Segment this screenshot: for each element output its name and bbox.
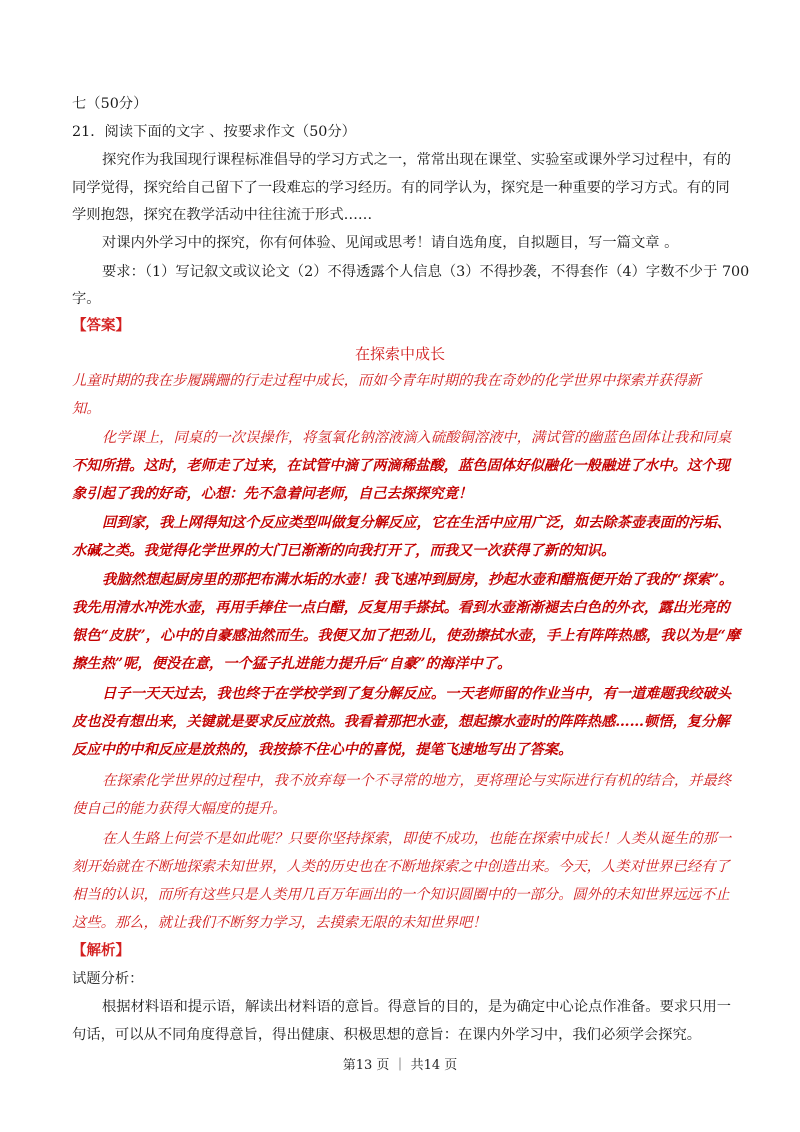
essay-line: 在人生路上何尝不是如此呢？只要你坚持探索，即使不成功，也能在探索中成长！人类从诞生的那一 [102, 831, 732, 847]
essay-line: 象引起了我的好奇，心想：先不急着问老师，自己去探探究竟！ [72, 486, 473, 502]
question-prompt-heading: 21．阅读下面的文字 、按要求作文（50分） [72, 124, 356, 140]
essay-line: 刻开始就在不断地探索未知世界，人类的历史也在不断地探索之中创造出来。今天，人类对世界已经有了 [72, 859, 730, 875]
essay-line: 皮也没有想出来，关键就是要求反应放热。我看着那把水壶，想起擦水壶时的阵阵热感……顿悟，复分解 [72, 714, 730, 730]
essay-line: 化学课上，同桌的一次误操作，将氢氧化钠溶液滴入硫酸铜溶液中，满试管的幽蓝色固体让我和同桌 [102, 430, 732, 446]
essay-line: 知。 [72, 401, 101, 417]
essay-line: 反应中的中和反应是放热的，我按捺不住心中的喜悦，提笔飞速地写出了答案。 [72, 742, 573, 758]
material-line: 学则抱怨，探究在教学活动中往往流于形式…… [72, 207, 373, 223]
essay-line: 我脑然想起厨房里的那把布满水垢的水壶！我飞速冲到厨房，抄起水壶和醋瓶便开始了我的“探索”。 [102, 572, 734, 588]
analysis-line: 根据材料语和提示语，解读出材料语的意旨。得意旨的目的，是为确定中心论点作准备。要求只用一 [102, 999, 732, 1015]
essay-line: 银色“皮肤”，心中的自豪感油然而生。我便又加了把劲儿，使劲擦拭水壶，手上有阵阵热感，我以为是“摩 [72, 628, 741, 644]
essay-line: 使自己的能力获得大幅度的提升。 [72, 801, 287, 817]
essay-line: 日子一天天过去，我也终于在学校学到了复分解反应。一天老师留的作业当中，有一道难题我绞破头 [102, 686, 732, 702]
analysis-line: 句话，可以从不同角度得意旨，得出健康、积极思想的意旨：在课内外学习中，我们必须学会探究。 [72, 1027, 702, 1043]
material-line: 同学觉得，探究给自己留下了一段难忘的学习经历。有的同学认为，探究是一种重要的学习方式。有的同 [72, 180, 730, 196]
essay-line: 回到家，我上网得知这个反应类型叫做复分解反应，它在生活中应用广泛，如去除茶壶表面的污垢、 [102, 515, 732, 531]
page-footer: 第13 页 ｜ 共14 页 [342, 1058, 458, 1073]
essay-title: 在探索中成长 [354, 345, 445, 363]
essay-line: 这些。那么，就让我们不断努力学习，去摸索无限的未知世界吧！ [72, 915, 487, 931]
section-heading: 七（50分） [72, 96, 148, 112]
essay-line: 不知所措。这时，老师走了过来，在试管中滴了两滴稀盐酸，蓝色固体好似融化一般融进了水中。这个现 [72, 458, 730, 474]
task-line: 对课内外学习中的探究，你有何体验、见闻或思考！请自选角度，自拟题目，写一篇文章 。 [102, 235, 679, 251]
essay-line: 水碱之类。我觉得化学世界的大门已渐渐的向我打开了，而我又一次获得了新的知识。 [72, 543, 616, 559]
essay-line: 儿童时期的我在步履蹒跚的行走过程中成长，而如今青年时期的我在奇妙的化学世界中探索并获得新 [72, 373, 702, 389]
analysis-label: 【解析】 [72, 942, 130, 959]
essay-line: 我先用清水冲洗水壶，再用手捧住一点白醋，反复用手搽拭。看到水壶渐渐褪去白色的外衣，露出光亮的 [72, 600, 730, 616]
essay-line: 在探索化学世界的过程中，我不放弃每一个不寻常的地方，更将理论与实际进行有机的结合，并最终 [102, 773, 732, 789]
material-line: 探究作为我国现行课程标准倡导的学习方式之一，常常出现在课堂、实验室或课外学习过程中，有的 [102, 152, 732, 168]
essay-line: 相当的认识，而所有这些只是人类用几百万年画出的一个知识圆圈中的一部分。圆外的未知世界远远不止 [72, 887, 730, 903]
essay-line: 擦生热”呢，便没在意，一个猛子扎进能力提升后“自豪”的海洋中了。 [72, 656, 512, 672]
answer-label: 【答案】 [72, 317, 130, 334]
requirements-line: 字。 [72, 291, 101, 307]
requirements-line: 要求：（1）写记叙文或议论文（2）不得透露个人信息（3）不得抄袭，不得套作（4）字数不少于 700 [102, 264, 750, 280]
analysis-sub-label: 试题分析： [72, 971, 144, 987]
